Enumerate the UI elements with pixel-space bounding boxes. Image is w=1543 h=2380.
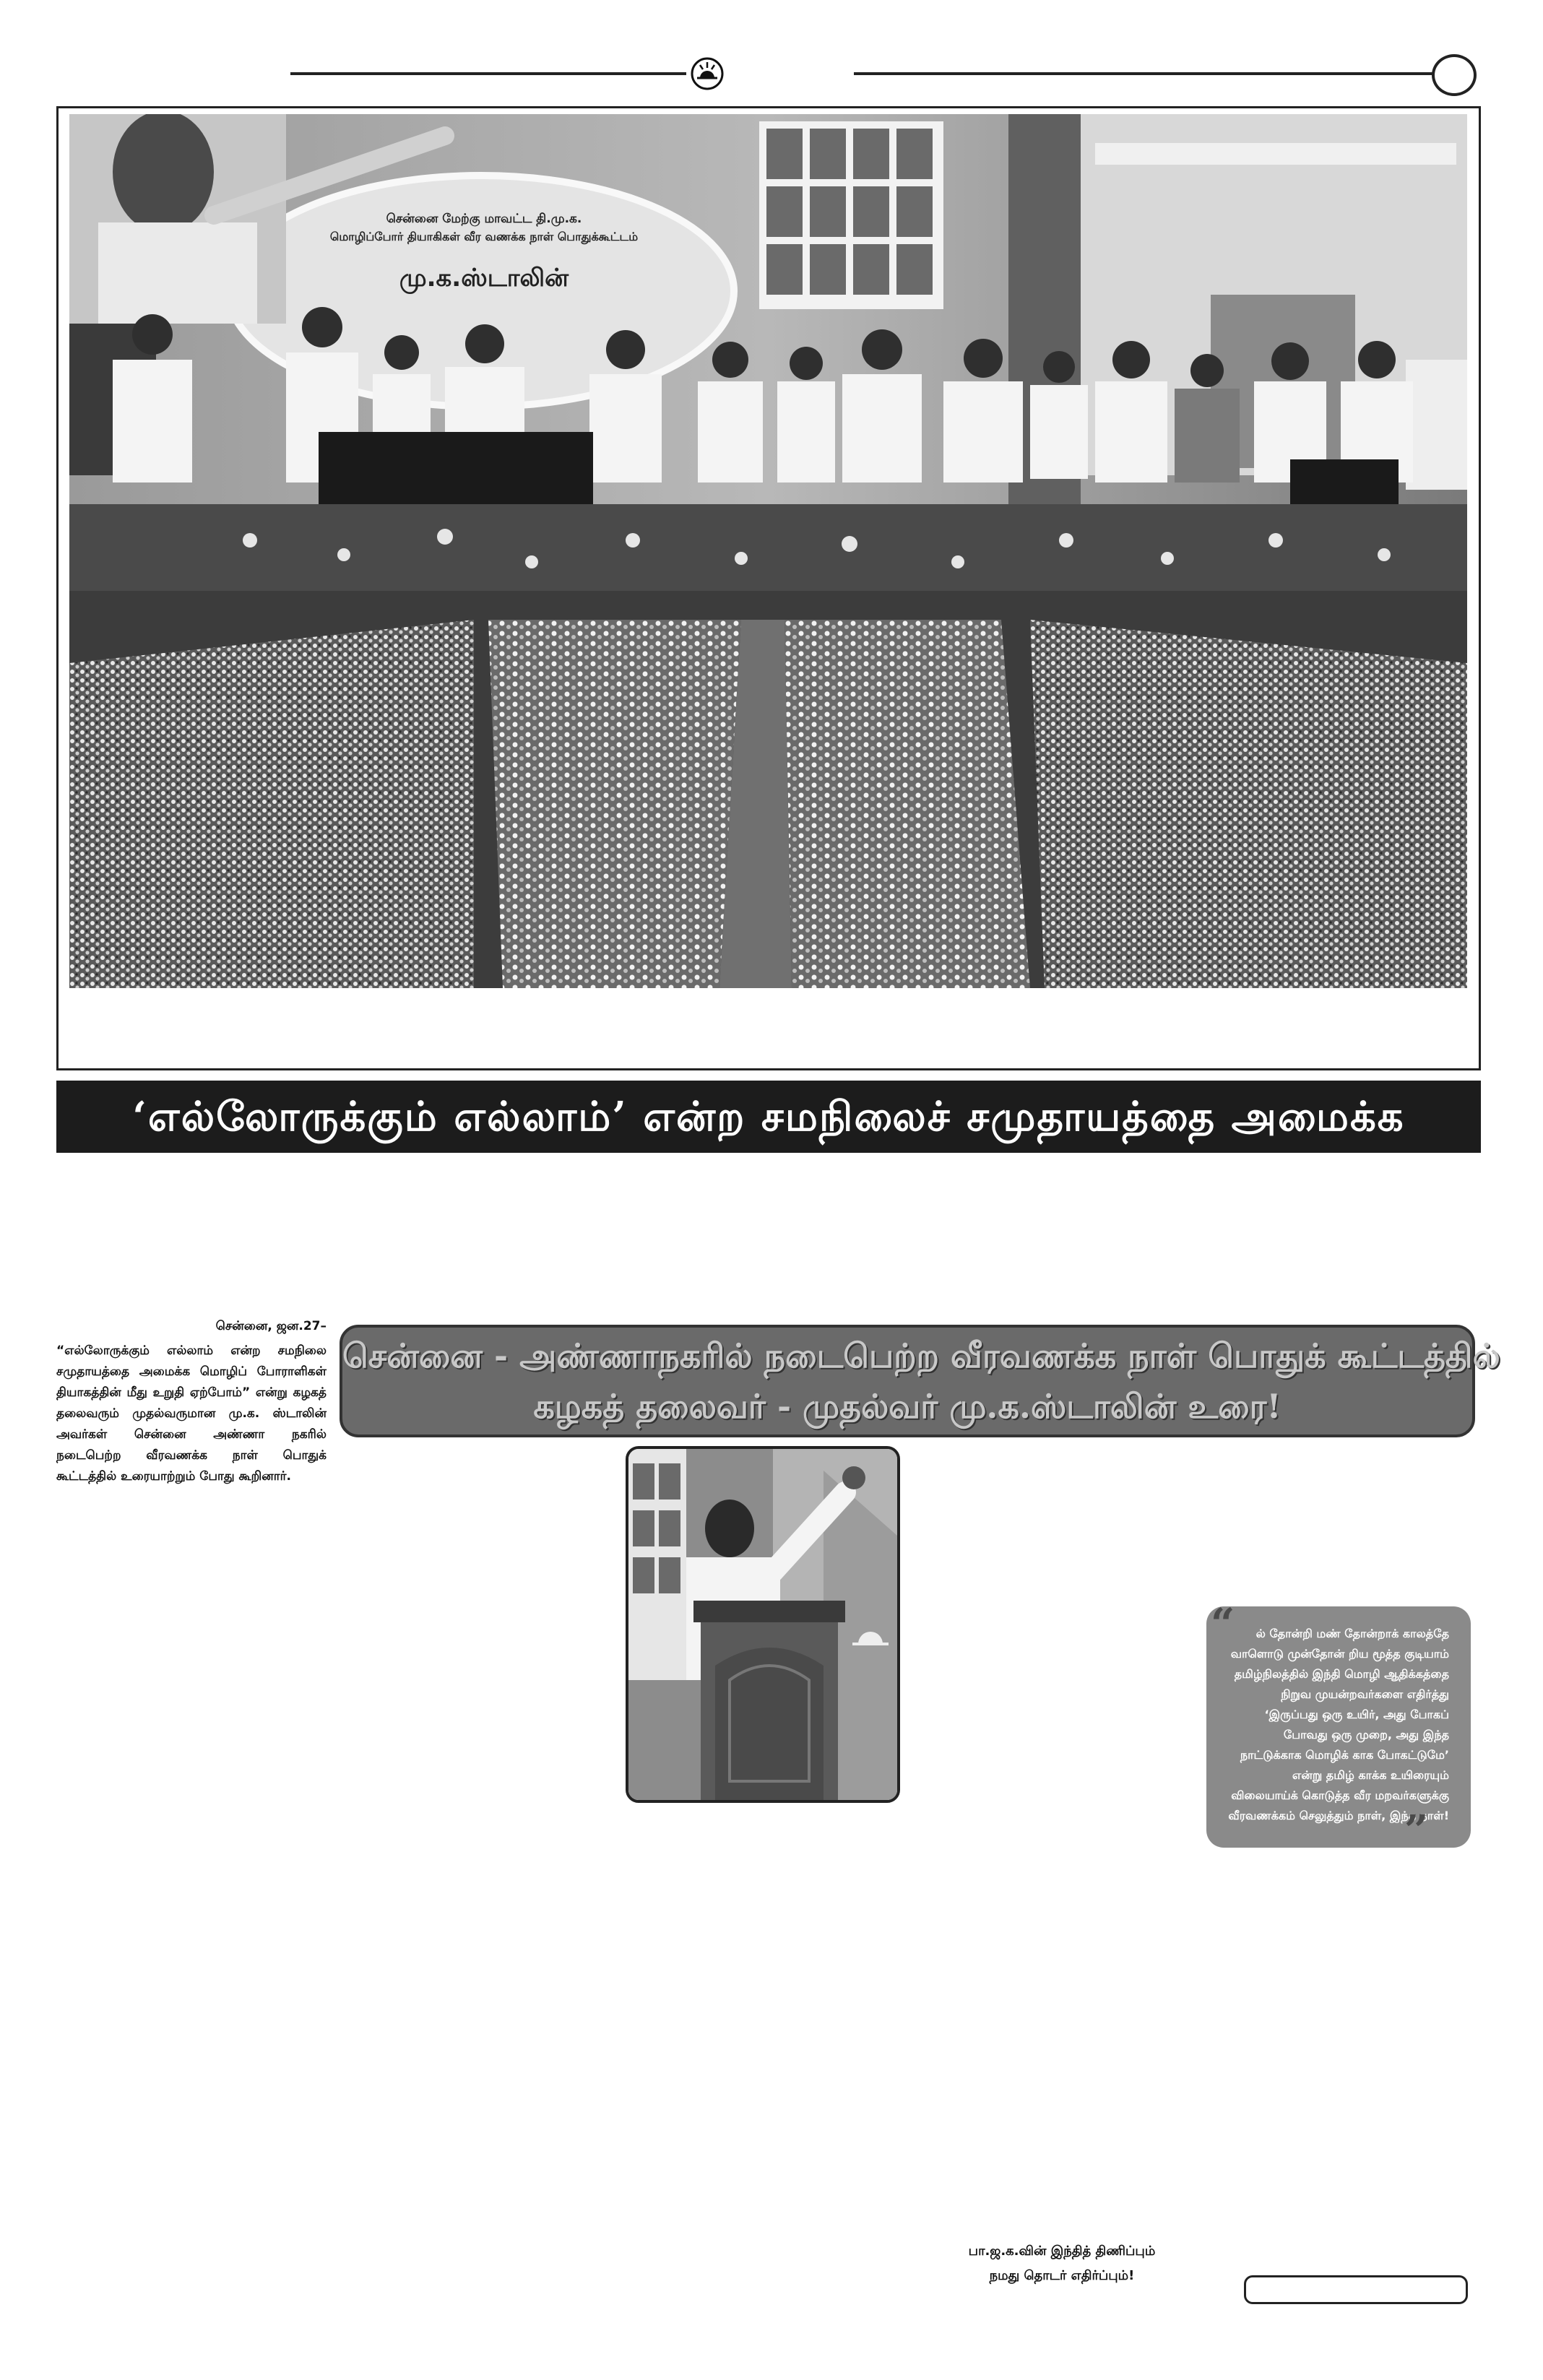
pull-quote [1206,1606,1471,1848]
footer-teaser-line-2: நமது தொடர் எதிர்ப்பும்! [989,2268,1135,2283]
article-dateline: சென்னை, ஜன.27– [215,1319,327,1333]
footer-teaser [932,2239,1192,2288]
header-rule-right [854,72,1438,75]
backdrop-line-1: சென்னை மேற்கு மாவட்ட தி.மு.க. [386,212,582,226]
close-quote-icon: ” [1404,1806,1429,1855]
rising-sun-emblem-icon [690,56,725,91]
footer-empty-box [1244,2275,1468,2304]
stage-backdrop-text [275,209,693,311]
backdrop-line-3: மு.க.ஸ்டாலின் [399,264,569,293]
article-lead: “எல்லோருக்கும் எல்லாம் என்ற சமநிலை சமுதாயத்தை அமைக்க மொழிப் போராளிகள் தியாகத்தின் மீது உறுதி ஏற்போம்” என்று கழகத் தலைவரும் முதல்வருமான மு.க. ஸ்டாலின் அவர்கள் சென்னை அண்ணா நகரில் நடைபெற்ற வீரவணக்க நாள் பொதுக் கூட்டத்தில் உரையாற்றும் போது கூறினார். [56,1343,327,1484]
backdrop-line-2: மொழிப்போர் தியாகிகள் வீர வணக்க நாள் பொதுக்கூட்டம் [329,230,639,243]
speaker-photo [626,1446,900,1803]
subheadline-line-1: சென்னை - அண்ணாநகரில் நடைபெற்ற வீரவணக்க நாள் பொதுக் கூட்டத்தில் [342,1336,1500,1375]
headline-banner [56,1081,1481,1153]
headline-text: ‘எல்லோருக்கும் எல்லாம்’ என்ற சமநிலைச் சமுதாயத்தை அமைக்க [132,1093,1405,1141]
pull-quote-text: ல் தோன்றி மண் தோன்றாக் காலத்தே வாளொடு முன்தோன் றிய மூத்த குடியாம் தமிழ்நிலத்தில் இந்தி மொழி ஆதிக்கத்தை நிறுவ முயன்றவர்களை எதிர்த்து ‘இருப்பது ஒரு உயிர், அது போகப் போவது ஒரு முறை, அது இந்த நாட்டுக்காக மொழிக் காக போகட்டுமே’ என்று தமிழ் காக்க உயிரையும் விலையாய்க் கொடுத்த வீர மறவர்களுக்கு வீரவணக்கம் செலுத்தும் நாள், இந்த நாள்! [1228,1627,1449,1822]
subheadline-line-2: கழகத் தலைவர் - முதல்வர் மு.க.ஸ்டாலின் உரை! [533,1387,1281,1426]
page-number-circle [1432,54,1477,96]
open-quote-icon: “ [1211,1599,1235,1648]
footer-teaser-line-1: பா.ஜ.க.வின் இந்தித் திணிப்பும் [968,2243,1156,2259]
header-rule-left [290,72,686,75]
subheadline-box [340,1325,1500,1437]
